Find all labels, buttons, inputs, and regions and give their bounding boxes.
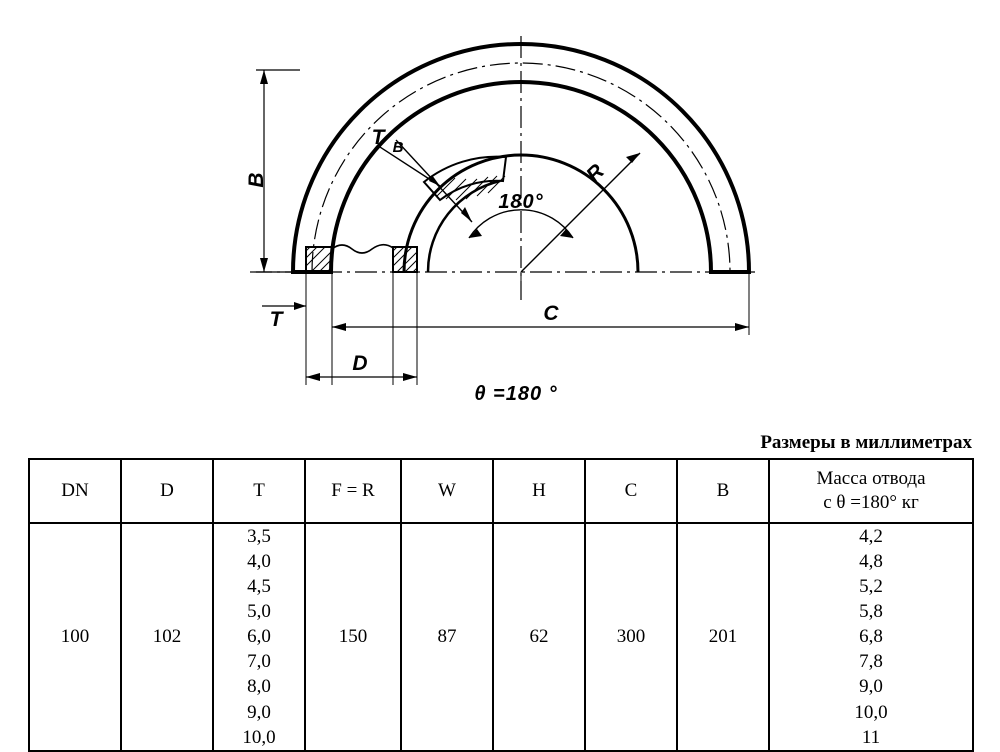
stacked-value: 7,8 bbox=[859, 651, 883, 673]
label-theta-180: θ =180 ° bbox=[474, 383, 558, 405]
stacked-value: 5,8 bbox=[859, 601, 883, 623]
stacked-value: 11 bbox=[861, 726, 881, 748]
label-D: D bbox=[352, 352, 368, 375]
col-header-t: T bbox=[213, 459, 305, 523]
cell-f-r: 150 bbox=[305, 523, 401, 751]
stacked-value: 6,8 bbox=[859, 626, 883, 648]
label-T-inner: T bbox=[371, 126, 385, 149]
label-C: C bbox=[543, 302, 559, 325]
units-note: Размеры в миллиметрах bbox=[760, 432, 972, 453]
extension-lines bbox=[306, 272, 749, 385]
stacked-value: 7,0 bbox=[247, 651, 271, 673]
cell-d: 102 bbox=[121, 523, 213, 751]
col-header-b: B bbox=[677, 459, 769, 523]
col-header-mass bbox=[769, 459, 973, 523]
cell-w: 87 bbox=[401, 523, 493, 751]
cell-dn: 100 bbox=[29, 523, 121, 751]
stacked-value: 4,0 bbox=[247, 551, 271, 573]
label-R: R bbox=[581, 159, 609, 187]
stacked-value: 5,0 bbox=[247, 601, 271, 623]
cell-mass-values bbox=[769, 523, 973, 751]
col-header-f-r: F = R bbox=[305, 459, 401, 523]
stacked-value: 5,2 bbox=[859, 576, 883, 598]
label-angle-180: 180° bbox=[498, 191, 544, 213]
stacked-value: 4,5 bbox=[247, 576, 271, 598]
mass-header-line2: с θ =180° кг bbox=[823, 492, 919, 513]
break-line bbox=[332, 245, 393, 253]
col-header-h: H bbox=[493, 459, 585, 523]
end-face-section bbox=[306, 245, 417, 272]
label-B-sub: B bbox=[392, 139, 404, 156]
stacked-value: 9,0 bbox=[247, 701, 271, 723]
stacked-value: 8,0 bbox=[247, 676, 271, 698]
stacked-value: 4,8 bbox=[859, 551, 883, 573]
col-header-d: D bbox=[121, 459, 213, 523]
stacked-value: 3,5 bbox=[247, 526, 271, 547]
col-header-w: W bbox=[401, 459, 493, 523]
dimension-C bbox=[332, 323, 749, 331]
stacked-value: 10,0 bbox=[854, 701, 888, 723]
stacked-value: 6,0 bbox=[247, 626, 271, 648]
label-B: B bbox=[245, 172, 268, 188]
cell-c: 300 bbox=[585, 523, 677, 751]
table-row bbox=[29, 523, 973, 751]
cell-h: 62 bbox=[493, 523, 585, 751]
cell-t-values bbox=[213, 523, 305, 751]
stacked-value: 10,0 bbox=[242, 726, 276, 748]
col-header-c: C bbox=[585, 459, 677, 523]
col-header-dn: DN bbox=[29, 459, 121, 523]
dimensions-table bbox=[28, 458, 974, 752]
label-T-bottom: T bbox=[269, 308, 283, 331]
stacked-value: 4,2 bbox=[859, 526, 883, 547]
cell-b: 201 bbox=[677, 523, 769, 751]
mass-header-line1: Масса отвода bbox=[816, 468, 926, 490]
stacked-value: 9,0 bbox=[859, 676, 883, 698]
table-header-row bbox=[29, 459, 973, 523]
